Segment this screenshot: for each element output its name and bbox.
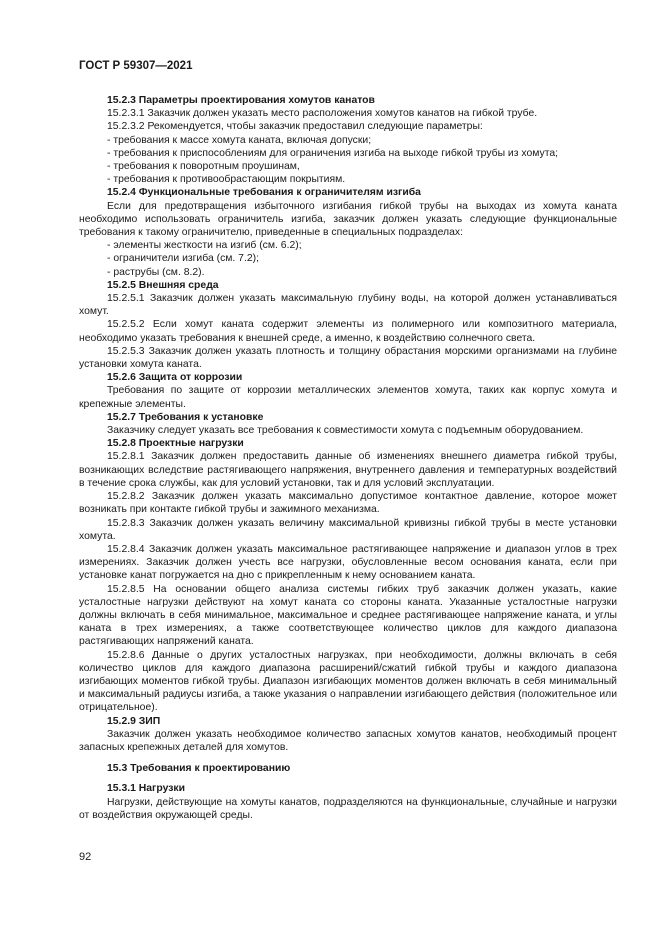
- list-item: - ограничители изгиба (см. 7.2);: [107, 253, 259, 265]
- paragraph: Требования по защите от коррозии металлических элементов хомута, таких как корпус хомута и крепежные элементы.: [79, 385, 617, 410]
- section-heading: 15.2.4 Функциональные требования к ограничителям изгиба: [107, 187, 421, 199]
- paragraph: 15.2.8.1 Заказчик должен предоставить данные об изменениях внешнего диаметра гибкой трубы, возникающих вследствие растягивающего напряжения, внутреннего давления и температурных воздействий в течение срока службы, как для условий установки, так и для условий эксплуатации.: [79, 451, 617, 489]
- document-header: ГОСТ Р 59307—2021: [79, 60, 193, 72]
- paragraph: 15.2.3.2 Рекомендуется, чтобы заказчик предоставил следующие параметры:: [107, 121, 483, 133]
- list-item: - требования к противообрастающим покрытиям.: [107, 174, 346, 186]
- paragraph: Заказчику следует указать все требования к совместимости хомута с подъемным оборудованием.: [107, 425, 584, 437]
- paragraph: Нагрузки, действующие на хомуты канатов, подразделяются на функциональные, случайные и нагрузки от воздействия окружающей среды.: [79, 796, 617, 821]
- paragraph: 15.2.5.2 Если хомут каната содержит элементы из полимерного или композитного материала, необходимо указать требования к внешней среде, а именно, к воздействию солнечного света.: [79, 319, 617, 344]
- paragraph: 15.2.8.2 Заказчик должен указать максимально допустимое контактное давление, которое может возникать при контакте гибкой трубы и зажимного механизма.: [79, 491, 617, 516]
- paragraph: 15.2.5.1 Заказчик должен указать максимальную глубину воды, на которой должен устанавливаться хомут.: [79, 293, 617, 318]
- list-item: - требования к приспособлениям для ограничения изгиба на выходе гибкой трубы из хомута;: [107, 147, 559, 159]
- paragraph: Заказчик должен указать необходимое количество запасных хомутов канатов, необходимый процент запасных крепежных деталей для хомутов.: [79, 728, 617, 753]
- list-item: - требования к массе хомута каната, включая допуски;: [107, 134, 372, 146]
- page-number: 92: [79, 851, 92, 863]
- paragraph: 15.2.8.3 Заказчик должен указать величину максимальной кривизны гибкой трубы в месте установки хомута.: [79, 517, 617, 542]
- paragraph: Если для предотвращения избыточного изгибания гибкой трубы на выходах из хомута каната необходимо использовать ограничитель изгиба, заказчик должен указать следующие функциональные требования к такому ограничителю, приведенные в специальных подразделах:: [79, 200, 617, 239]
- paragraph: 15.2.3.1 Заказчик должен указать место расположения хомутов канатов на гибкой трубе.: [107, 108, 538, 120]
- section-heading: 15.2.9 ЗИП: [107, 715, 161, 727]
- paragraph: 15.2.8.4 Заказчик должен указать максимальное растягивающее напряжение и диапазон углов в трех измерениях. Заказчик должен учесть все нагрузки, обусловленные весом основания каната, если при установке канат погружается на дно с прикрепленным к нему основанием каната.: [79, 543, 617, 582]
- paragraph: 15.2.8.6 Данные о других усталостных нагрузках, при необходимости, должны включать в себя количество циклов для каждого диапазона расширений/сжатий гибкой трубы и каждого диапазона изгибающих моментов гибкой трубы. Диапазон изгибающих моментов должен включать в себя минимальный и максимальный радиусы изгиба, а также указания о направлении изгибающего действия (положительное или отрицательное).: [79, 649, 617, 714]
- section-heading: 15.2.5 Внешняя среда: [107, 279, 219, 291]
- section-heading: 15.2.3 Параметры проектирования хомутов канатов: [107, 95, 375, 106]
- list-item: - элементы жесткости на изгиб (см. 6.2);: [107, 240, 302, 252]
- section-heading: 15.2.6 Защита от коррозии: [107, 372, 243, 384]
- list-item: - раструбы (см. 8.2).: [107, 266, 205, 278]
- section-heading: 15.3.1 Нагрузки: [107, 783, 185, 795]
- section-heading: 15.2.7 Требования к установке: [107, 411, 264, 423]
- list-item: - требования к поворотным проушинам,: [107, 161, 300, 173]
- section-heading: 15.3 Требования к проектированию: [107, 763, 291, 775]
- paragraph: 15.2.8.5 На основании общего анализа системы гибких труб заказчик должен указать, какие усталостные нагрузки действуют на хомут каната со стороны каната. Указанные усталостные нагрузки должны включать в себя минимальное, максимальное и среднее растягивающее напряжение каната, и углы каната в трех измерениях, а также соответствующее количество циклов для каждого диапазона растягивающих напряжений каната.: [79, 583, 617, 648]
- paragraph: 15.2.5.3 Заказчик должен указать плотность и толщину обрастания морскими организмами на глубине установки хомута каната.: [79, 345, 617, 371]
- section-heading: 15.2.8 Проектные нагрузки: [107, 438, 244, 450]
- document-body: [79, 94, 617, 822]
